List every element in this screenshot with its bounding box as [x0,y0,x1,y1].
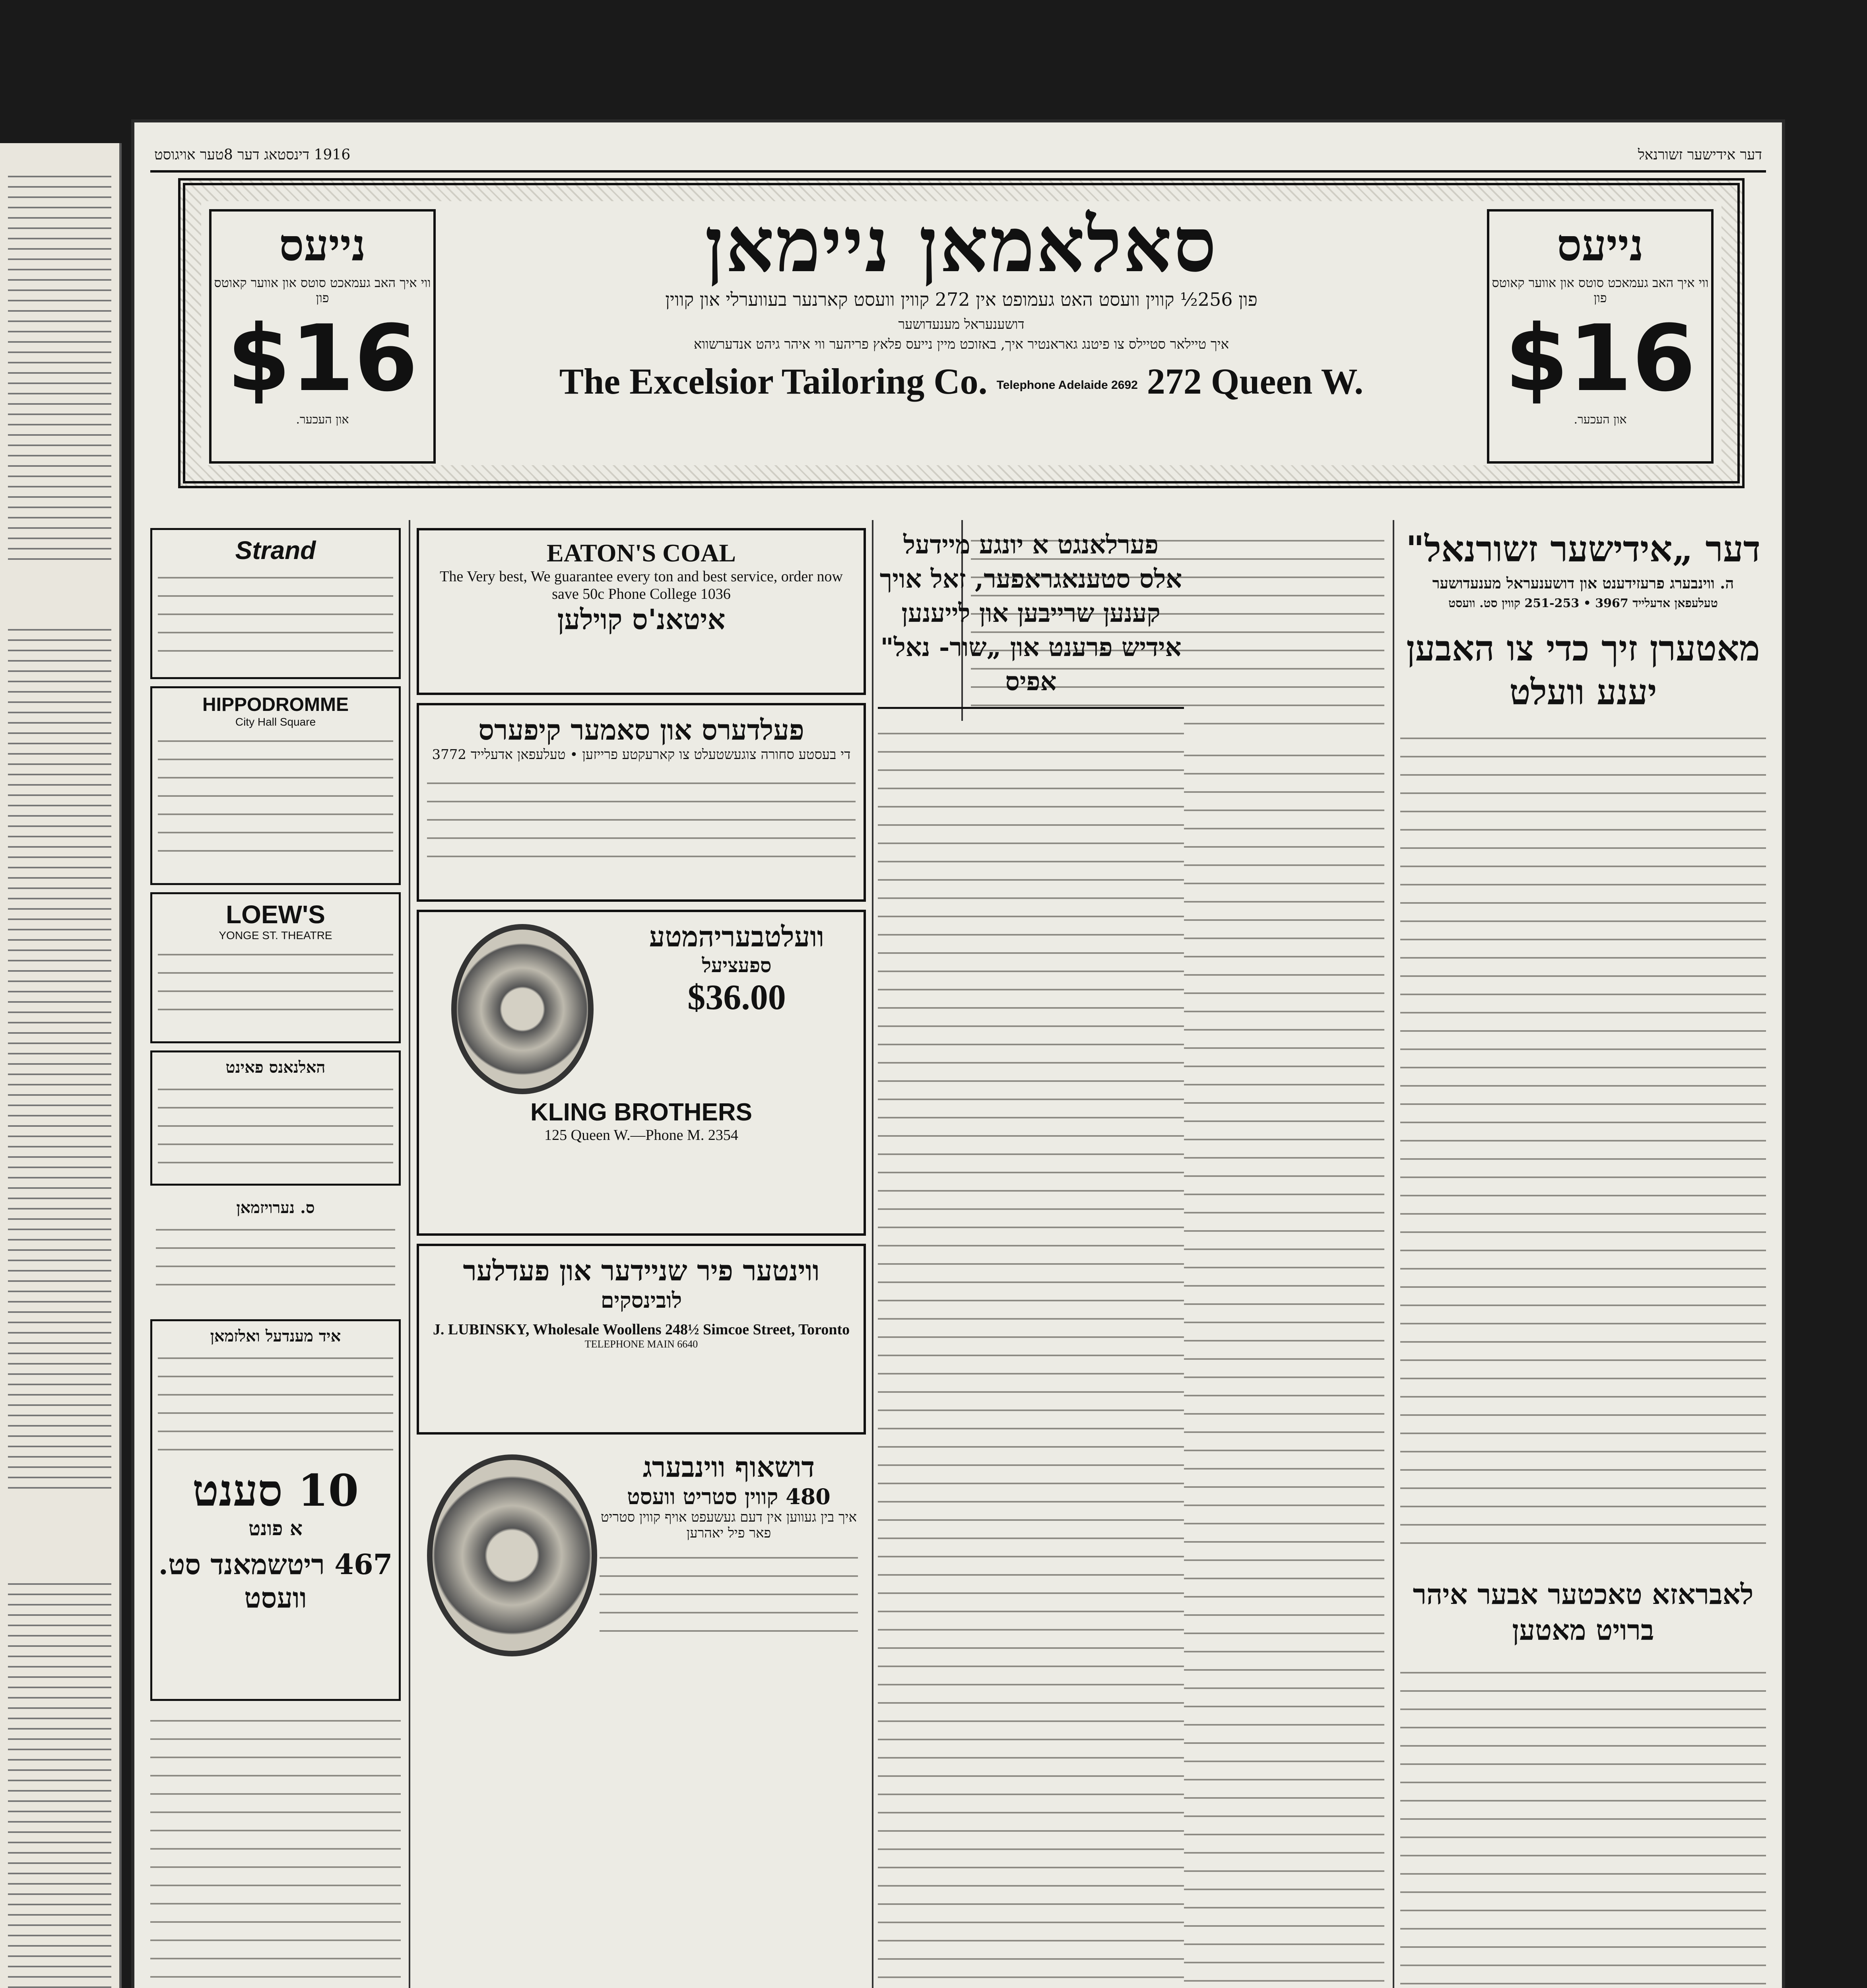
issue-date: 1916 דינסטאג דער 8טער אויגוסט [154,147,351,163]
kling-address: 125 Queen W.—Phone M. 2354 [544,1127,738,1143]
hippodrome-title: HIPPODROMME [202,694,349,715]
ornate-watch-icon [427,1454,597,1656]
loews-title: LOEW'S [226,900,325,929]
strand-title: Strand [235,536,316,565]
weinberg-text: איך בין געווען אין דעם געשעפט אויף קווין סטריט פאר פיל יאהרען [601,1509,857,1541]
alliance-title: האלנאנס פאינט [225,1058,326,1077]
column-rule [872,520,873,1988]
watch-special: ספעציעל [702,953,772,977]
pocket-watch-icon [451,924,594,1094]
tailor-advertisement [178,178,1745,488]
furs-title: פעלדערס און סאמער קיפערס [478,713,804,746]
furs-text: די בעסטע סחורה צוגעשטעלט צו קארעקטע פרייזען • טעלעפאן אדעלייד 3772 [432,747,851,763]
weinberg-title: דושאוף ווינבערג [642,1450,815,1483]
company-address: 272 Queen W. [1147,361,1364,402]
loews-sub: YONGE ST. THEATRE [219,929,332,942]
column-small-ads [150,528,401,1988]
mandel-address: 467 ריטשמאנד סט. וועסט [158,1548,393,1614]
ad-center [448,200,1475,461]
furs-ad [417,703,866,902]
price-10: 10 סענט [192,1465,359,1516]
column-rule [1393,520,1394,1988]
watch-price: $36.00 [687,978,786,1017]
strand-ad [150,528,401,679]
mandel-body [158,1345,393,1457]
loews-body [158,942,393,1021]
mandel-ad [150,1319,401,1701]
eaton-title: EATON'S COAL [547,539,736,567]
loews-ad [150,892,401,1043]
weinberg-body [600,1545,858,1633]
alliance-body [158,1077,393,1164]
hippodrome-body [158,728,393,864]
eaton-text: The Very best, We guarantee every ton and best service, order now save 50c Phone College 1036 [440,568,843,602]
watch-illustration-wrap [425,1450,600,1660]
lubinsky-phone: TELEPHONE MAIN 6640 [584,1338,698,1350]
nayroyzen-title: ס. נערויזמאן [236,1198,315,1217]
lubinsky-subtitle: לובינסקים [600,1287,682,1313]
article-body [878,721,1184,1988]
weinberg-watch-ad [417,1442,866,1800]
company-telephone: Telephone Adelaide 2692 [996,378,1138,392]
adjacent-page-strip [0,143,122,1988]
classified-headline: פערלאנגט א יונגע מיידעל אלס סטענאגראפער, זאל אויך קענען שרייבען און לייענען אידיש פרענט און „שור- נאל" אפיס [878,528,1184,709]
company-name: The Excelsior Tailoring Co. [559,361,988,402]
ad-company-line [448,360,1475,402]
ad-brand: סאלאמאן ניימאן [704,200,1218,289]
article-body [1400,726,1766,1561]
newspaper-page [131,119,1785,1988]
article-headline-2: לאבראזא טאכטער אבער איהר ברויט מאטען [1413,1578,1754,1646]
eaton-yiddish: איטאנ'ס קוילען [557,603,726,636]
column-classified [878,528,1184,1988]
paper-title-small: דער אידישער זשורנאל [1638,147,1762,163]
strand-body [158,565,393,652]
ad-subtitle: דושענעראל מענעדושער [898,316,1025,332]
price-value: $16 [1504,306,1696,412]
kling-watch-ad [417,910,866,1236]
ad-address-line: פון 256½ קווין וועסט האט געמופט אין 272 קווין וועסט קארנער בעווערלי און קווין [665,289,1258,310]
price-box-left [209,209,436,464]
article-body-2 [1400,1660,1766,1988]
weinberg-address: 480 קווין סטריט וועסט [627,1484,831,1509]
hippodrome-sub: City Hall Square [235,716,316,728]
mandel-title: איד מענדעל ואלזמאן [210,1327,341,1345]
price-note: און העכער. [1574,413,1627,427]
masthead-line [150,142,1766,173]
paper-name: דער „אידישער זשורנאל" [1405,528,1761,570]
price-10-unit: א פונט [248,1516,303,1540]
price-caption: ווי איך האב געמאכט סוטס און אווער קאוטס פון [214,275,431,305]
alliance-paint-ad [150,1050,401,1186]
lubinsky-name: J. LUBINSKY, Wholesale Woollens 248½ Simcoe Street, Toronto [433,1321,850,1338]
article-body [150,1708,401,1988]
nayroyzen-ad [150,1193,401,1312]
eaton-coal-ad [417,528,866,695]
price-caption: ווי איך האב געמאכט סוטס און אווער קאוטס פון [1492,275,1709,305]
ad-description: איך טיילאר סטיילס צו פיטנג גאראנטיר איך, באזוכט מיין נייעס פלאץ פריהער ווי איהר גיהט אנדערשווא [693,336,1229,352]
watch-title: וועלטבעריהמטע [649,920,825,953]
news-label: נייעס [1556,219,1644,271]
nayroyzen-body [156,1217,395,1297]
furs-body [427,771,856,870]
price-box-right [1487,209,1714,464]
news-label: נייעס [279,219,366,271]
price-note: און העכער. [296,413,349,427]
column-ads [417,528,866,1988]
watch-illustration-wrap [427,920,618,1098]
article-headline: מאטערן זיך כדי צו האבען יענע וועלט [1406,627,1760,712]
kling-name: KLING BROTHERS [530,1099,752,1126]
price-value: $16 [227,306,418,412]
lubinsky-title: ווינטער פיר שניידער און פעדלער [463,1254,820,1287]
column-masthead [1400,528,1766,1988]
paper-subtitle: ה. ווינבערג פרעזידענט און דושענעראל מענעדושער [1432,574,1734,592]
lubinsky-ad [417,1244,866,1435]
paper-meta: טעלעפאן אדעלייד 3967 • 251-253 קווין סט. וועסט [1448,596,1718,610]
hippodrome-ad [150,686,401,885]
column-rule [409,520,410,1988]
